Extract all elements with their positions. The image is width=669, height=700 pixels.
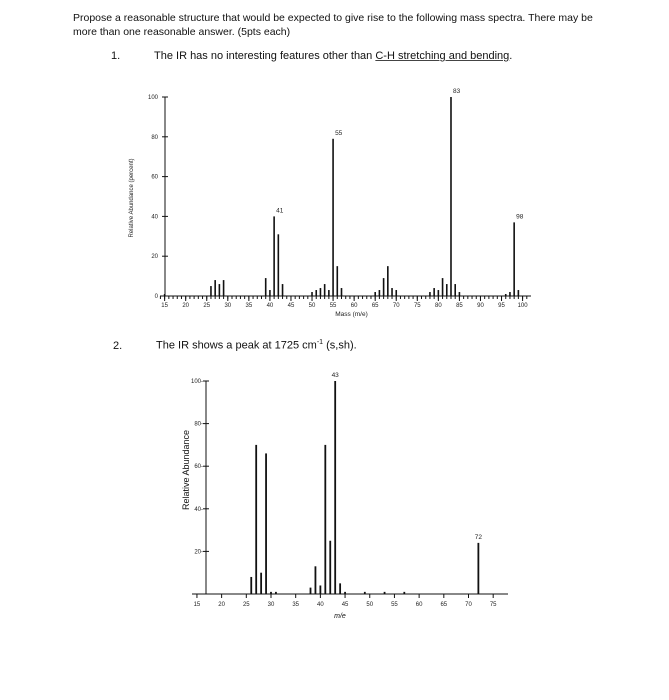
spectrum-1-bar	[505, 294, 507, 296]
spectrum-1-bar	[223, 280, 225, 296]
spectrum-2-bar	[403, 592, 405, 594]
spectrum-1-bar	[324, 284, 326, 296]
spectrum-1-x-tick-label: 20	[182, 303, 190, 309]
spectrum-1-bar	[518, 290, 520, 296]
spectrum-1-peak-label: 55	[335, 129, 343, 137]
spectrum-1-bar	[214, 280, 216, 296]
spectrum-2-peak-label: 43	[331, 372, 339, 379]
spectrum-2-bar	[260, 573, 262, 594]
spectrum-1-peak-label: 83	[452, 88, 461, 95]
question-1-text-after: .	[509, 50, 513, 62]
spectrum-1-y-tick-label: 80	[151, 134, 158, 141]
spectrum-2-y-axis-label: Relative Abundance	[181, 429, 191, 511]
spectrum-1-x-tick-label: 55	[329, 303, 337, 309]
spectrum-1-x-tick-label: 80	[435, 303, 442, 309]
question-2-number: 2.	[113, 340, 123, 352]
spectrum-2-y-tick-label: 80-	[194, 421, 203, 428]
spectrum-1-y-tick-label: 20	[151, 254, 158, 261]
spectrum-1-bar	[311, 292, 313, 296]
spectrum-1-bar	[450, 97, 452, 296]
spectrum-1-x-axis-label: Mass (m/e)	[335, 311, 368, 318]
spectrum-2-bar	[255, 445, 257, 594]
spectrum-2-x-tick-label: 50	[366, 602, 374, 608]
spectrum-2-x-tick-label: 30	[267, 602, 275, 608]
spectrum-2-bar	[477, 543, 479, 594]
spectrum-2-x-tick-label: 60	[415, 602, 423, 608]
spectrum-1-bar	[391, 288, 393, 296]
spectrum-1-x-tick-label: 30	[224, 303, 232, 309]
spectrum-1-bar	[459, 292, 461, 296]
spectrum-1-x-tick-label: 15	[161, 303, 168, 309]
spectrum-2-x-tick-label: 70	[465, 602, 472, 608]
spectrum-1-bar	[387, 266, 389, 296]
spectrum-1-bar	[315, 290, 317, 296]
question-2-text-prefix: The IR shows a peak at 1725 cm	[156, 339, 317, 352]
spectrum-2-y-tick-label: 40-	[194, 506, 203, 513]
spectrum-2-bar	[384, 592, 386, 594]
spectrum-1-bar	[395, 290, 397, 296]
spectrum-1-bar	[328, 290, 330, 296]
question-1-number: 1.	[111, 50, 121, 62]
spectrum-1-x-tick-label: 35	[245, 303, 253, 309]
spectrum-1-y-tick-label: 60	[151, 174, 158, 181]
spectrum-2-bar	[319, 585, 321, 594]
spectrum-1-bar	[269, 290, 271, 296]
spectrum-2-x-tick-label: 45	[341, 602, 349, 608]
spectrum-1-bar	[265, 278, 267, 296]
spectrum-2-x-tick-label: 75	[489, 602, 497, 608]
spectrum-1-x-tick-label: 75	[413, 303, 421, 309]
spectrum-1-bar	[429, 292, 431, 296]
spectrum-1-x-tick-label: 50	[308, 303, 316, 309]
spectrum-1-peak-label: 41	[276, 207, 284, 215]
spectrum-1-x-tick-label: 70	[392, 303, 400, 309]
spectrum-2-bar	[324, 445, 326, 594]
spectrum-1-bar	[219, 284, 221, 296]
spectrum-1-bar	[164, 294, 166, 296]
question-2-text-suffix: (s,sh).	[323, 339, 357, 352]
spectrum-1-peak-label: 98	[516, 213, 524, 221]
spectrum-1-x-tick-label: 40	[266, 303, 274, 309]
spectrum-1-y-tick-label: 0	[154, 294, 158, 300]
spectrum-1-x-tick-label: 95	[498, 303, 505, 309]
spectrum-1-x-tick-label: 60	[350, 303, 358, 309]
spectrum-1-bar	[433, 288, 435, 296]
question-1-text-before: The IR has no interesting features other than	[154, 50, 376, 62]
spectrum-1-bar	[282, 284, 284, 296]
spectrum-2-x-tick-label: 15	[193, 602, 201, 608]
spectrum-1-bar	[513, 222, 515, 296]
spectrum-1-x-tick-label: 85	[456, 303, 463, 309]
problem-intro: Propose a reasonable structure that would be expected to give rise to the following mass spectra. There may be more than one reasonable answer. (5pts each)	[73, 12, 593, 38]
spectrum-2-bar	[334, 381, 336, 594]
question-2-superscript: -1	[316, 339, 324, 346]
spectrum-2-x-tick-label: 40	[317, 602, 324, 608]
spectrum-1-bar	[336, 266, 338, 296]
spectrum-1-bar	[442, 278, 444, 296]
spectrum-2-y-tick-label: 60-	[194, 464, 203, 471]
spectrum-1-x-tick-label: 65	[371, 303, 379, 309]
spectrum-2-bar	[310, 588, 312, 594]
spectrum-1-x-tick-label: 25	[203, 303, 211, 309]
spectrum-1-bar	[210, 286, 212, 296]
spectrum-2-bar	[344, 592, 346, 594]
spectrum-2-bar	[339, 583, 341, 594]
spectrum-1-x-tick-label: 45	[287, 303, 295, 309]
spectrum-1-bar	[509, 292, 511, 296]
spectrum-2-x-axis-label: m/e	[334, 613, 346, 620]
spectrum-1-x-tick-label: 100	[517, 303, 528, 309]
spectrum-1-bar	[379, 290, 381, 296]
spectrum-2-x-tick-label: 65	[440, 602, 448, 608]
spectrum-2-y-tick-label: 20-	[194, 549, 203, 556]
spectrum-1-x-tick-label: 90	[477, 303, 484, 309]
spectrum-2-peak-label: 72	[474, 533, 482, 541]
spectrum-2-bar	[315, 566, 317, 594]
spectrum-1-y-tick-label: 40	[151, 214, 158, 221]
spectrum-1-bar	[278, 234, 280, 296]
spectrum-1-bar	[273, 216, 275, 296]
spectrum-1-bar	[341, 288, 343, 296]
spectrum-1-bar	[446, 284, 448, 296]
spectrum-2-bar	[270, 592, 272, 594]
spectrum-2-bar	[265, 453, 267, 594]
question-1-underlined: C-H stretching and bending	[375, 50, 510, 62]
spectrum-2-bar	[250, 577, 252, 594]
spectrum-2-x-tick-label: 35	[292, 602, 300, 608]
spectrum-1-y-axis-label: Relative Abundance (percent)	[129, 158, 135, 238]
spectrum-1-bar	[332, 139, 334, 296]
spectrum-2-bar	[275, 592, 277, 594]
spectrum-2-bar	[364, 592, 366, 594]
spectrum-1-bar	[454, 284, 456, 296]
spectrum-1-bar	[438, 290, 440, 296]
spectrum-2-x-tick-label: 20	[218, 602, 225, 608]
spectrum-1-bar	[374, 292, 376, 296]
spectrum-2-x-tick-label: 55	[391, 602, 398, 608]
spectrum-2-bar	[329, 541, 331, 594]
spectrum-1-y-tick-label: 100	[147, 95, 158, 101]
spectrum-1-bar	[320, 288, 322, 296]
spectrum-2-x-tick-label: 25	[242, 602, 250, 608]
spectrum-1-bar	[383, 278, 385, 296]
spectrum-2-y-tick-label: 100-	[190, 379, 203, 385]
